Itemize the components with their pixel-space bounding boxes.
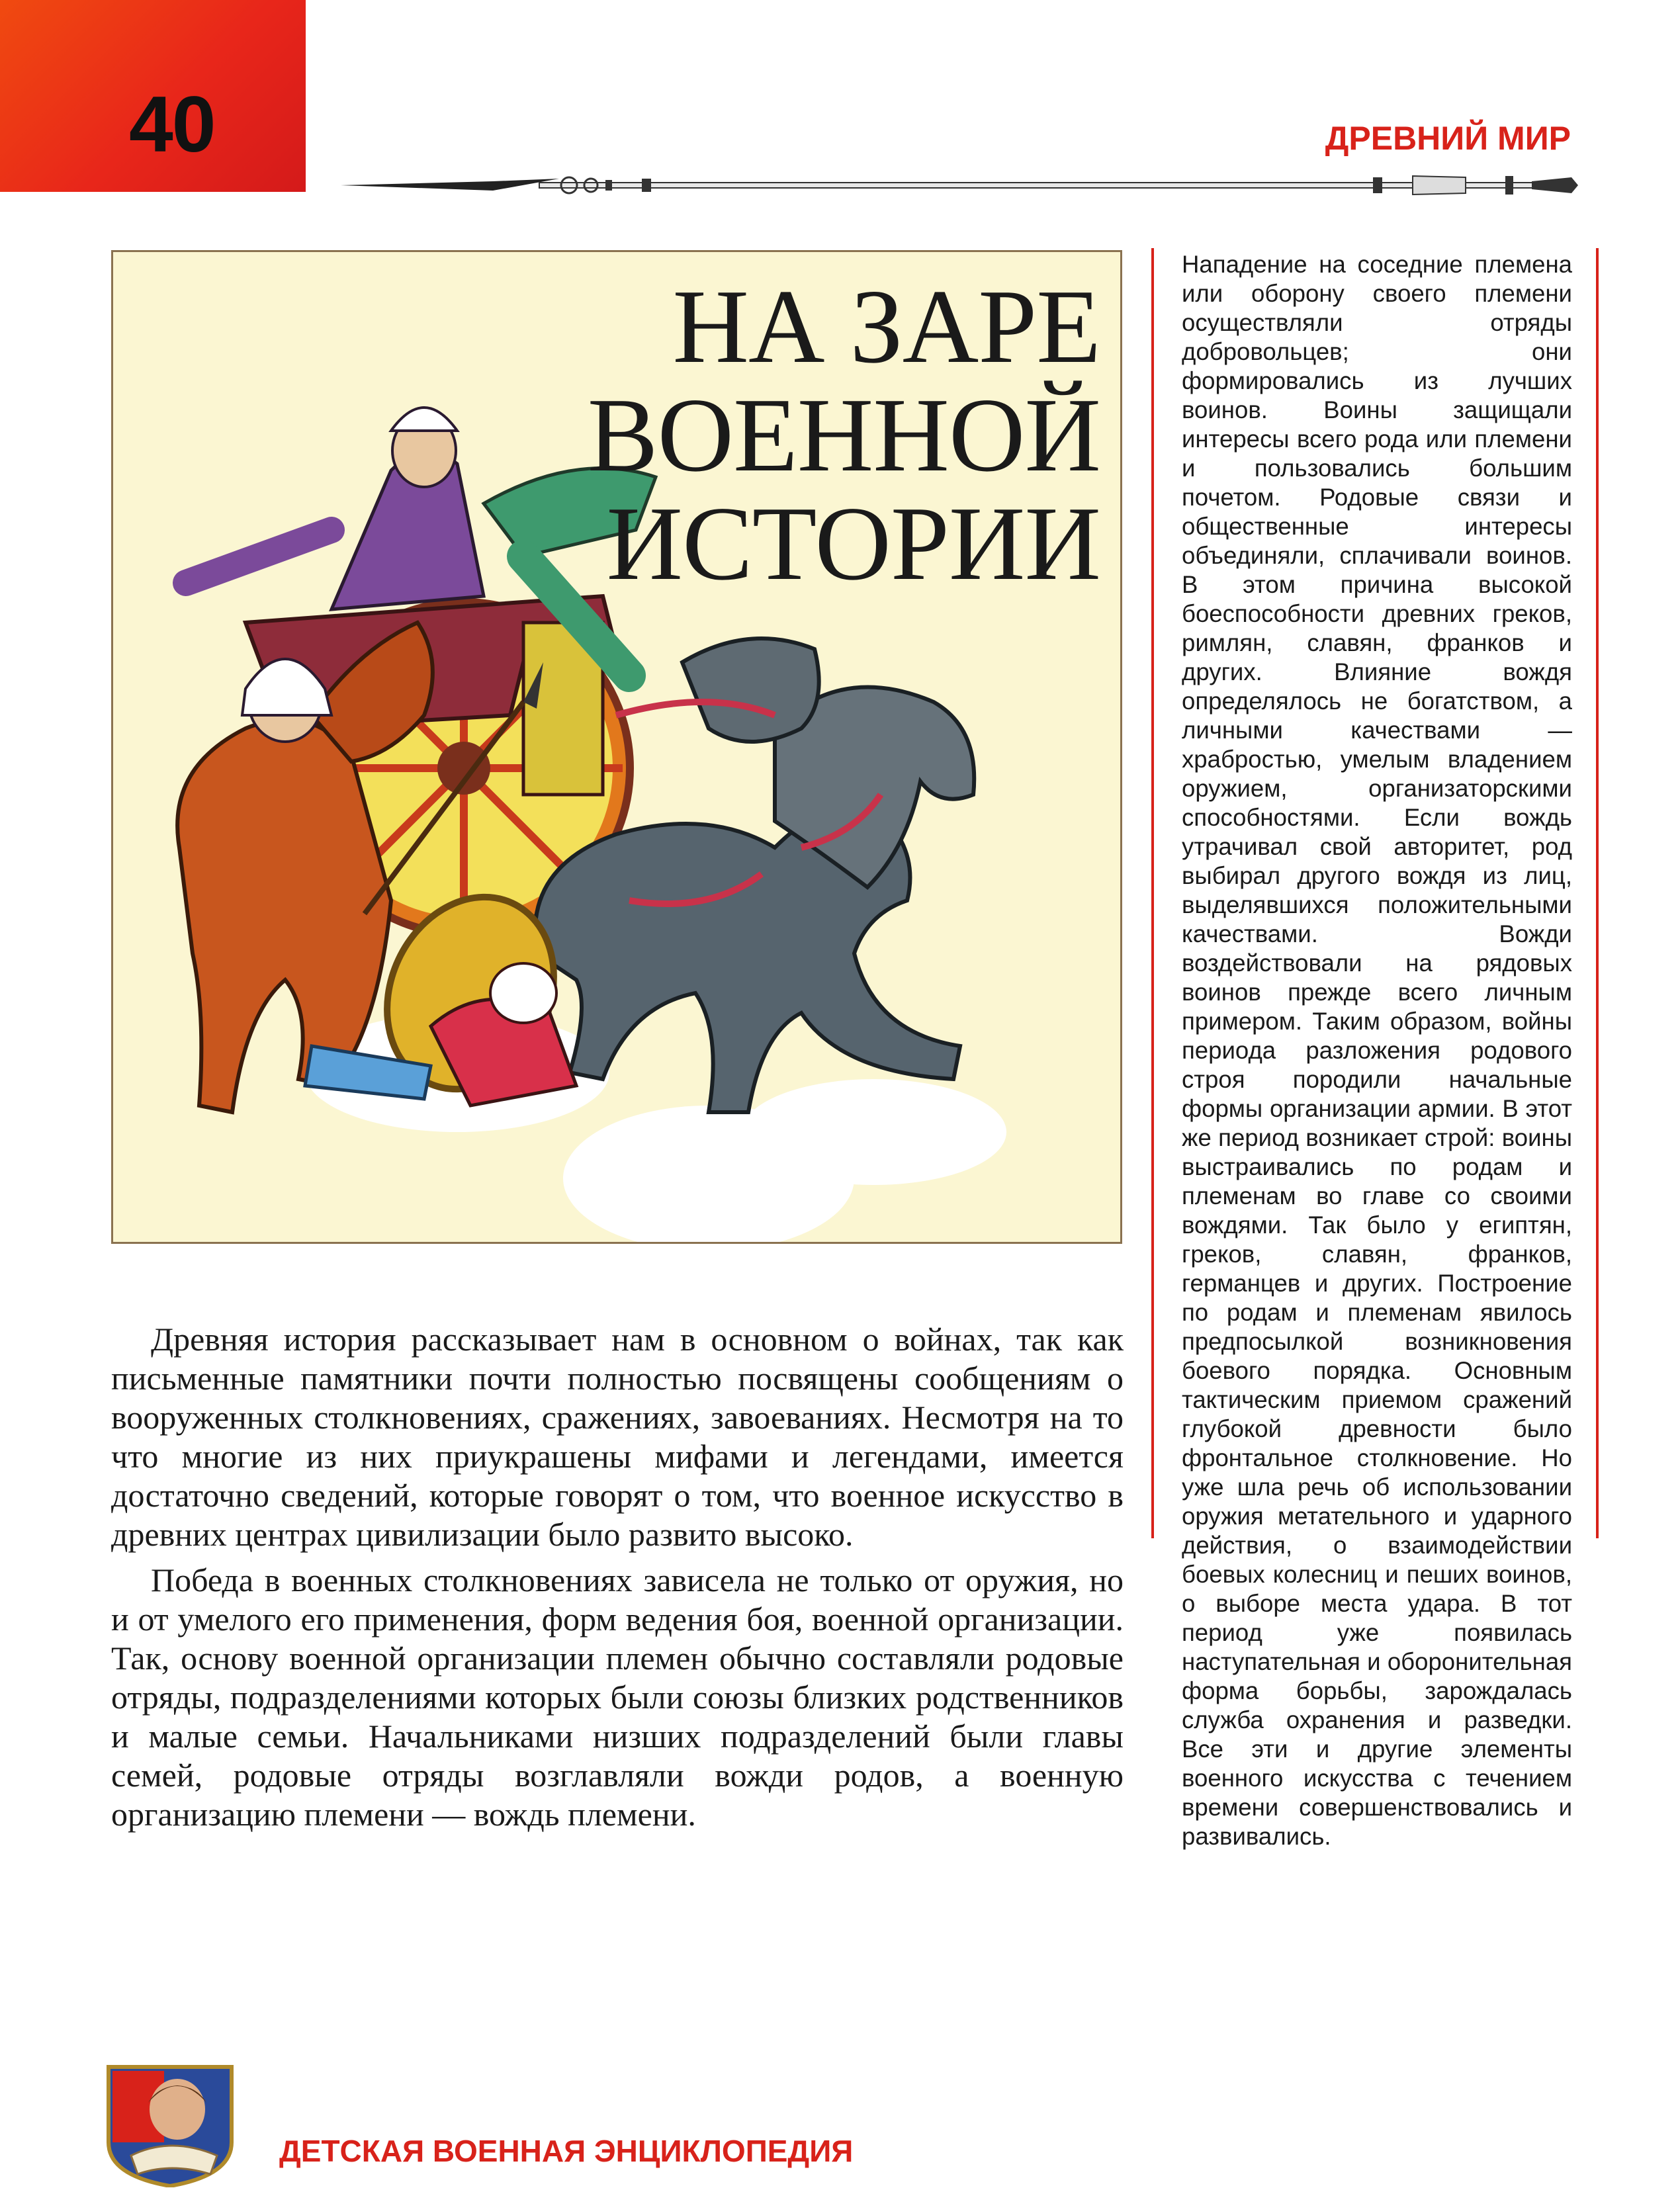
sidebar-text: Нападение на соседние племена или оборону своего племени осуществляли отряды добровольцев; они формировались из лучших воинов. Воины защищали интересы всего рода или племени и пользовались большим почетом. Родовые связи и общественные интересы объединяли, сплачивали воинов. В этом причина высокой боеспособности древних греков, римлян, славян, франков и других. Влияние вождя определялось не богатством, а личными качествами — храбростью, умелым владением оружием, организаторскими способностями. Если вождь утрачивал свой авторитет, род выбирал другого вождя из лиц, выделявшихся положительными качествами. Вожди воздействовали на рядовых воинов прежде всего личным примером. Таким образом, войны периода разложения родового строя породили начальные формы организации армии. В этот же период возникает строй: воины выстраивались по родам и племенам во главе со своими вождями. Так было у египтян, греков, славян, франков, германцев и других. Построение по родам и племенам явилось предпосылкой возникновения боевого порядка. Основным тактическим приемом сражений глубокой древности было фронтальное столкновение. Но уже шла речь об использовании оружия метательного и ударного действия, о взаимодействии боевых колесниц и пеших воинов, о выборе места удара. В тот период уже появилась наступательная и оборонительная форма борьбы, зарождалась служба охранения и разведки. Все эти и другие элементы военного искусства с течением времени совершенствовались и развивались.: [1182, 251, 1572, 1850]
sidebar-rule-left: [1151, 248, 1154, 1538]
title-line-2: ВОЕННОЙ: [587, 376, 1100, 494]
sidebar-rule-right: [1596, 248, 1599, 1538]
main-paragraph: Древняя история рассказывает нам в основном о войнах, так как письменные памятники почти полностью посвящены сообщениям о вооруженных столкновениях, сражениях, завоеваниях. Несмотря на то что многие из них приукрашены мифами и легендами, имеется достаточно сведений, которые говорят о том, что военное искусство в древних центрах цивилизации было развито высоко.: [111, 1321, 1124, 1553]
title-line-3: ИСТОРИИ: [606, 484, 1100, 602]
page-number: 40: [129, 80, 215, 169]
main-paragraph: Победа в военных столкновениях зависела не только от оружия, но и от умелого его применения, форм ведения боя, военной организации. Так, основу военной организации племен обычно составляли родовые отряды, подразделениями которых были союзы близких родственников и малые семьи. Начальниками низших подразделений были главы семей, родовые отряды возглавляли вожди родов, а военную организацию племени — вождь племени.: [111, 1561, 1124, 1833]
encyclopedia-title: ДЕТСКАЯ ВОЕННАЯ ЭНЦИКЛОПЕДИЯ: [279, 2134, 854, 2168]
article-title: [587, 267, 1100, 602]
chariot-illustration: [111, 250, 1122, 1244]
title-line-1: НА ЗАРЕ: [672, 267, 1100, 385]
reading-boy-shield-icon: [105, 2063, 236, 2187]
section-title: ДРЕВНИЙ МИР: [1325, 120, 1571, 157]
spear-icon: [341, 164, 1591, 210]
main-article: [111, 1320, 1124, 1841]
